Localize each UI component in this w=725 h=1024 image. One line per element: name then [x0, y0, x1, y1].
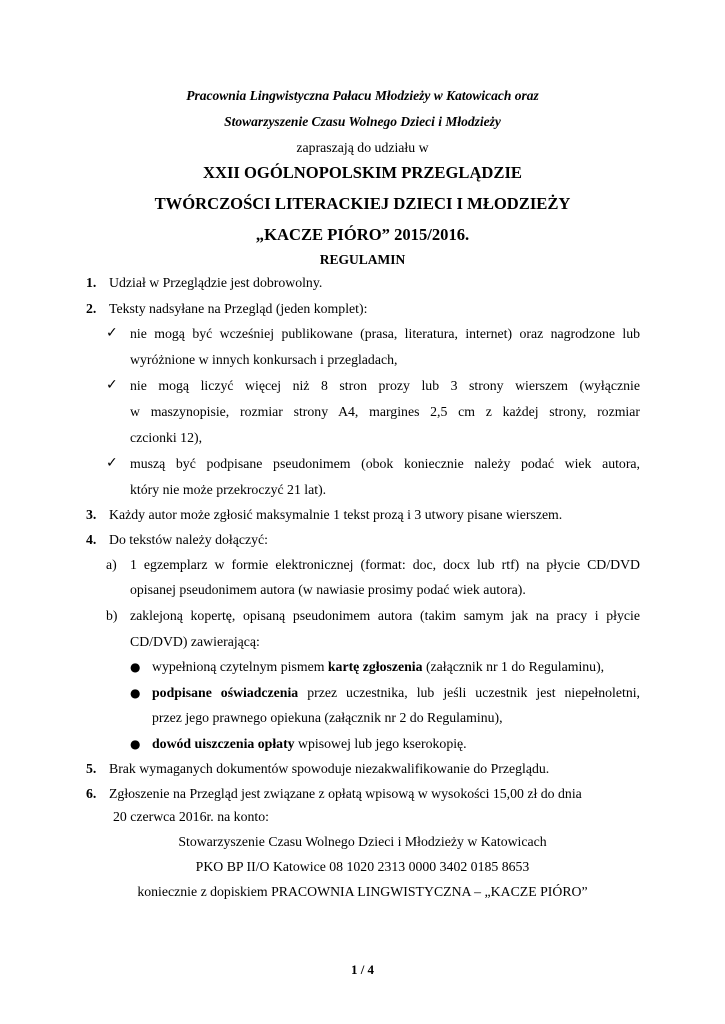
- organizer-line-1: Pracownia Lingwistyczna Pałacu Młodzieży w Katowicach oraz: [186, 88, 539, 103]
- list-item-text: nie mogą być wcześniej publikowane (prasa, literatura, internet) oraz nagrodzone lub: [130, 326, 640, 341]
- bullet-bold-text: dowód uiszczenia opłaty: [152, 736, 295, 751]
- list-item-text: opisanej pseudonimem autora (w nawiasie prosimy podać wiek autora).: [130, 582, 526, 597]
- bullet-icon: ●: [130, 737, 141, 751]
- bullet-icon: ●: [130, 686, 141, 700]
- list-item-text: muszą być podpisane pseudonimem (obok koniecznie należy podać wiek autora,: [130, 456, 640, 471]
- rule-text: Każdy autor może zgłosić maksymalnie 1 tekst prozą i 3 utwory pisane wierszem.: [109, 507, 563, 522]
- check-icon: ✓: [106, 325, 118, 341]
- bullet-text: przez uczestnika, lub jeśli uczestnik jest niepełnoletni,: [298, 685, 640, 700]
- sub-label: a): [106, 557, 117, 572]
- rule-number: 2.: [86, 301, 97, 316]
- rule-number: 6.: [86, 786, 97, 801]
- rule-number: 3.: [86, 507, 97, 522]
- list-item-text: wyróżnione w innych konkursach i przegladach,: [130, 352, 398, 367]
- list-item-text: CD/DVD) zawierającą:: [130, 634, 260, 649]
- check-icon: ✓: [106, 455, 118, 471]
- organizer-line-2: Stowarzyszenie Czasu Wolnego Dzieci i Młodzieży: [224, 114, 501, 129]
- rule-text: 20 czerwca 2016r. na konto:: [113, 809, 269, 824]
- invite-text: zapraszają do udziału w: [296, 140, 429, 155]
- rule-text: Udział w Przeglądzie jest dobrowolny.: [109, 275, 323, 290]
- list-item-text: nie mogą liczyć więcej niż 8 stron prozy lub 3 strony wierszem (wyłącznie: [130, 378, 640, 393]
- bullet-bold-text: kartę zgłoszenia: [327, 659, 423, 674]
- list-item-text: 1 egzemplarz w formie elektronicznej (format: doc, docx lub rtf) na płycie CD/DVD: [130, 557, 640, 572]
- account-name: Stowarzyszenie Czasu Wolnego Dzieci i Młodzieży w Katowicach: [178, 834, 547, 849]
- check-icon: ✓: [106, 377, 118, 393]
- bullet-text: przez jego prawnego opiekuna (załącznik nr 2 do Regulaminu),: [152, 710, 503, 725]
- page-number: 1 / 4: [350, 962, 375, 977]
- list-item-text: zaklejoną kopertę, opisaną pseudonimem autora (takim samym jak na pracy i płycie: [130, 608, 640, 623]
- list-item-text: w maszynopisie, rozmiar strony A4, margines 2,5 cm z każdej strony, rozmiar: [130, 404, 640, 419]
- rule-text: Do tekstów należy dołączyć:: [109, 532, 268, 547]
- list-item-text: który nie może przekroczyć 21 lat).: [130, 482, 327, 497]
- title-line-2: TWÓRCZOŚCI LITERACKIEJ DZIECI I MŁODZIEŻY: [154, 194, 571, 213]
- rule-number: 4.: [86, 532, 97, 547]
- bullet-item: [152, 659, 604, 675]
- sub-label: b): [106, 608, 118, 623]
- bullet-item: [152, 685, 640, 701]
- list-item-text: czcionki 12),: [130, 430, 203, 445]
- account-number: PKO BP II/O Katowice 08 1020 2313 0000 3402 0185 8653: [195, 859, 530, 874]
- bullet-item: [152, 736, 467, 752]
- title-line-1: XXII OGÓLNOPOLSKIM PRZEGLĄDZIE: [202, 163, 523, 182]
- rule-text: Zgłoszenie na Przegląd jest związane z opłatą wpisową w wysokości 15,00 zł do dnia: [109, 786, 582, 801]
- bullet-text: wpisowej lub jego kserokopię.: [294, 736, 467, 751]
- bullet-icon: ●: [130, 660, 141, 674]
- bullet-text: (załącznik nr 1 do Regulaminu),: [422, 659, 605, 674]
- rule-text: Brak wymaganych dokumentów spowoduje niezakwalifikowanie do Przeglądu.: [109, 761, 550, 776]
- rule-number: 1.: [86, 275, 97, 290]
- account-note: koniecznie z dopiskiem PRACOWNIA LINGWISTYCZNA – „KACZE PIÓRO”: [137, 884, 588, 899]
- rule-number: 5.: [86, 761, 97, 776]
- title-line-3: „KACZE PIÓRO” 2015/2016.: [255, 225, 470, 244]
- bullet-bold-text: podpisane oświadczenia: [152, 685, 299, 700]
- rule-text: Teksty nadsyłane na Przegląd (jeden komplet):: [109, 301, 368, 316]
- bullet-text: wypełnioną czytelnym pismem: [152, 659, 328, 674]
- subtitle-regulamin: REGULAMIN: [319, 252, 406, 267]
